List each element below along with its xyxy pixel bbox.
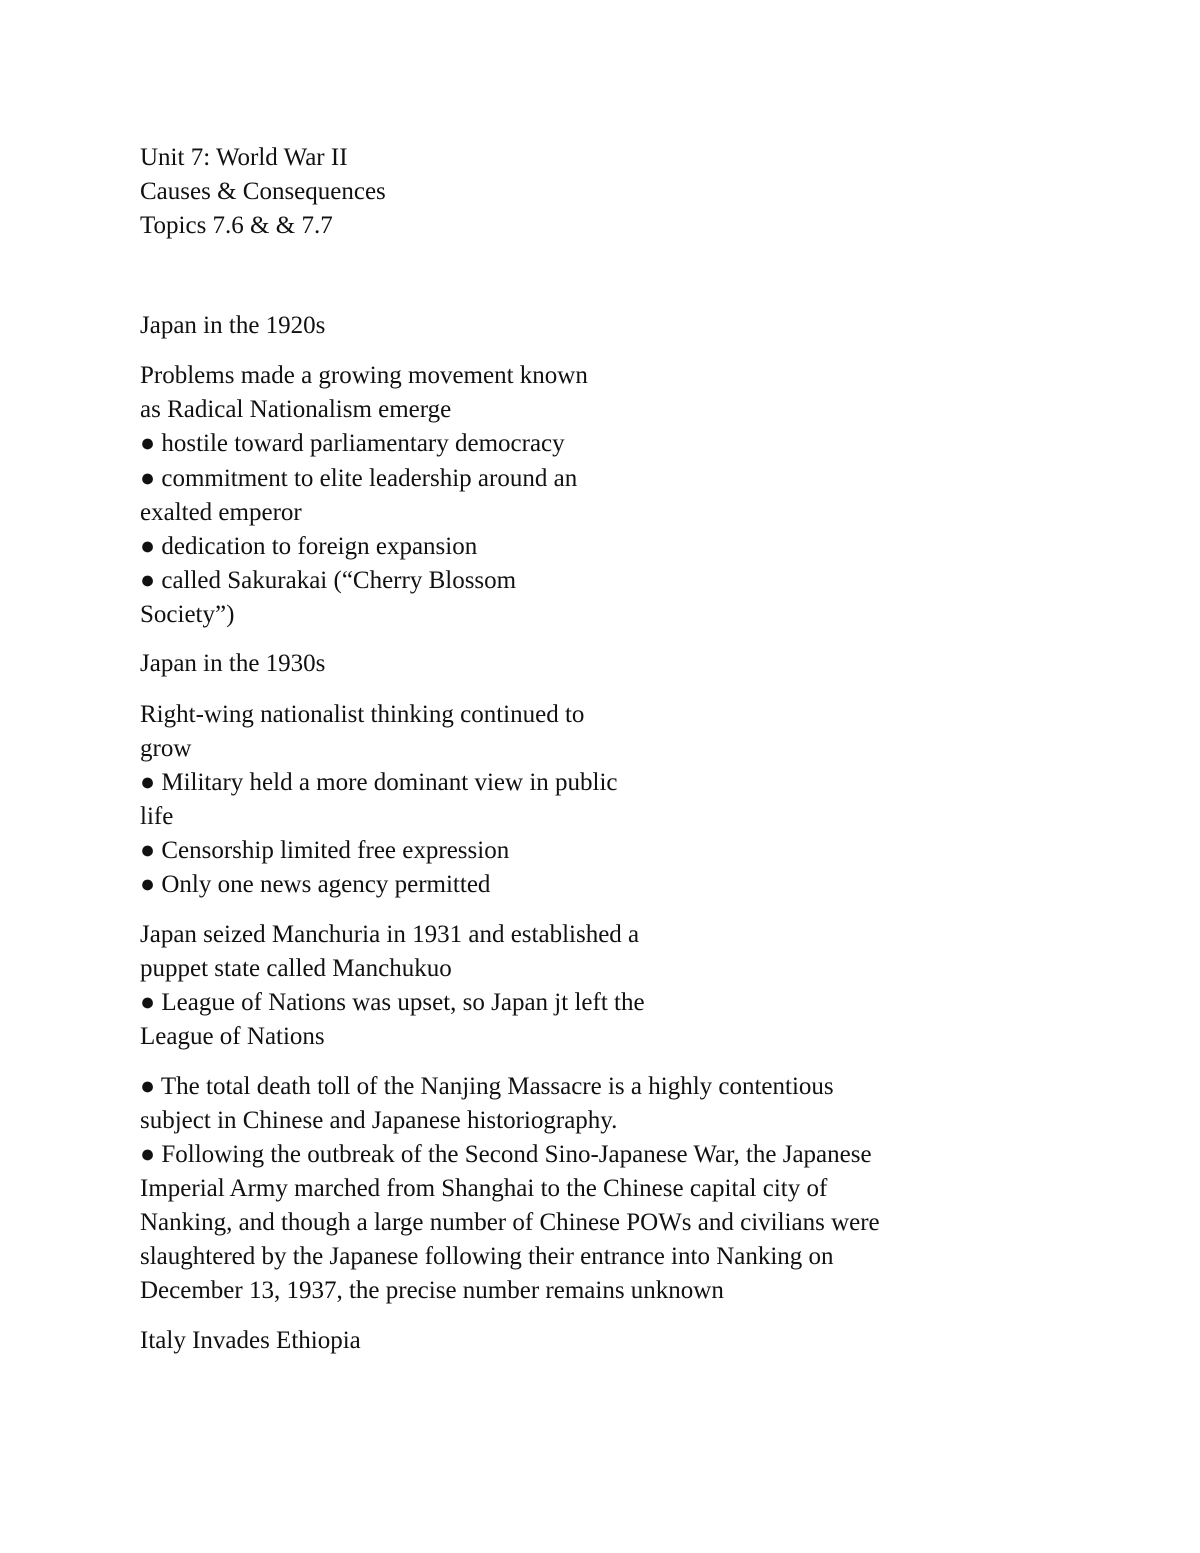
bullet-item: ● Military held a more dominant view in public (140, 769, 618, 796)
bullet-item: ● The total death toll of the Nanjing Massacre is a highly contentious (140, 1073, 834, 1100)
document-title: Unit 7: World War II (140, 144, 348, 171)
text-line: puppet state called Manchukuo (140, 955, 452, 982)
bullet-item: ● Censorship limited free expression (140, 837, 510, 864)
text-line: exalted emperor (140, 499, 302, 526)
text-line: slaughtered by the Japanese following their entrance into Nanking on (140, 1243, 834, 1270)
text-line: grow (140, 735, 192, 762)
text-line: life (140, 803, 174, 830)
bullet-item: ● commitment to elite leadership around an (140, 465, 578, 492)
bullet-item: ● dedication to foreign expansion (140, 533, 478, 560)
text-line: December 13, 1937, the precise number remains unknown (140, 1277, 724, 1304)
bullet-item: ● called Sakurakai (“Cherry Blossom (140, 567, 517, 594)
text-line: Society”) (140, 601, 235, 628)
bullet-item: ● League of Nations was upset, so Japan jt left the (140, 989, 645, 1016)
text-line: Nanking, and though a large number of Chinese POWs and civilians were (140, 1209, 880, 1236)
document-subtitle: Causes & Consequences (140, 178, 386, 205)
bullet-item: ● Only one news agency permitted (140, 871, 491, 898)
text-line: subject in Chinese and Japanese historiography. (140, 1107, 618, 1134)
section-heading-1930s: Japan in the 1930s (140, 650, 326, 677)
bullet-item: ● hostile toward parliamentary democracy (140, 430, 565, 457)
text-line: League of Nations (140, 1023, 325, 1050)
text-line: Problems made a growing movement known (140, 362, 588, 389)
section-heading-italy: Italy Invades Ethiopia (140, 1327, 361, 1354)
bullet-item: ● Following the outbreak of the Second Sino-Japanese War, the Japanese (140, 1141, 872, 1168)
document-topics: Topics 7.6 & & 7.7 (140, 212, 333, 239)
text-line: Right-wing nationalist thinking continued to (140, 701, 585, 728)
text-line: Japan seized Manchuria in 1931 and established a (140, 921, 640, 948)
text-line: as Radical Nationalism emerge (140, 396, 452, 423)
text-line: Imperial Army marched from Shanghai to the Chinese capital city of (140, 1175, 828, 1202)
section-heading-1920s: Japan in the 1920s (140, 312, 326, 339)
